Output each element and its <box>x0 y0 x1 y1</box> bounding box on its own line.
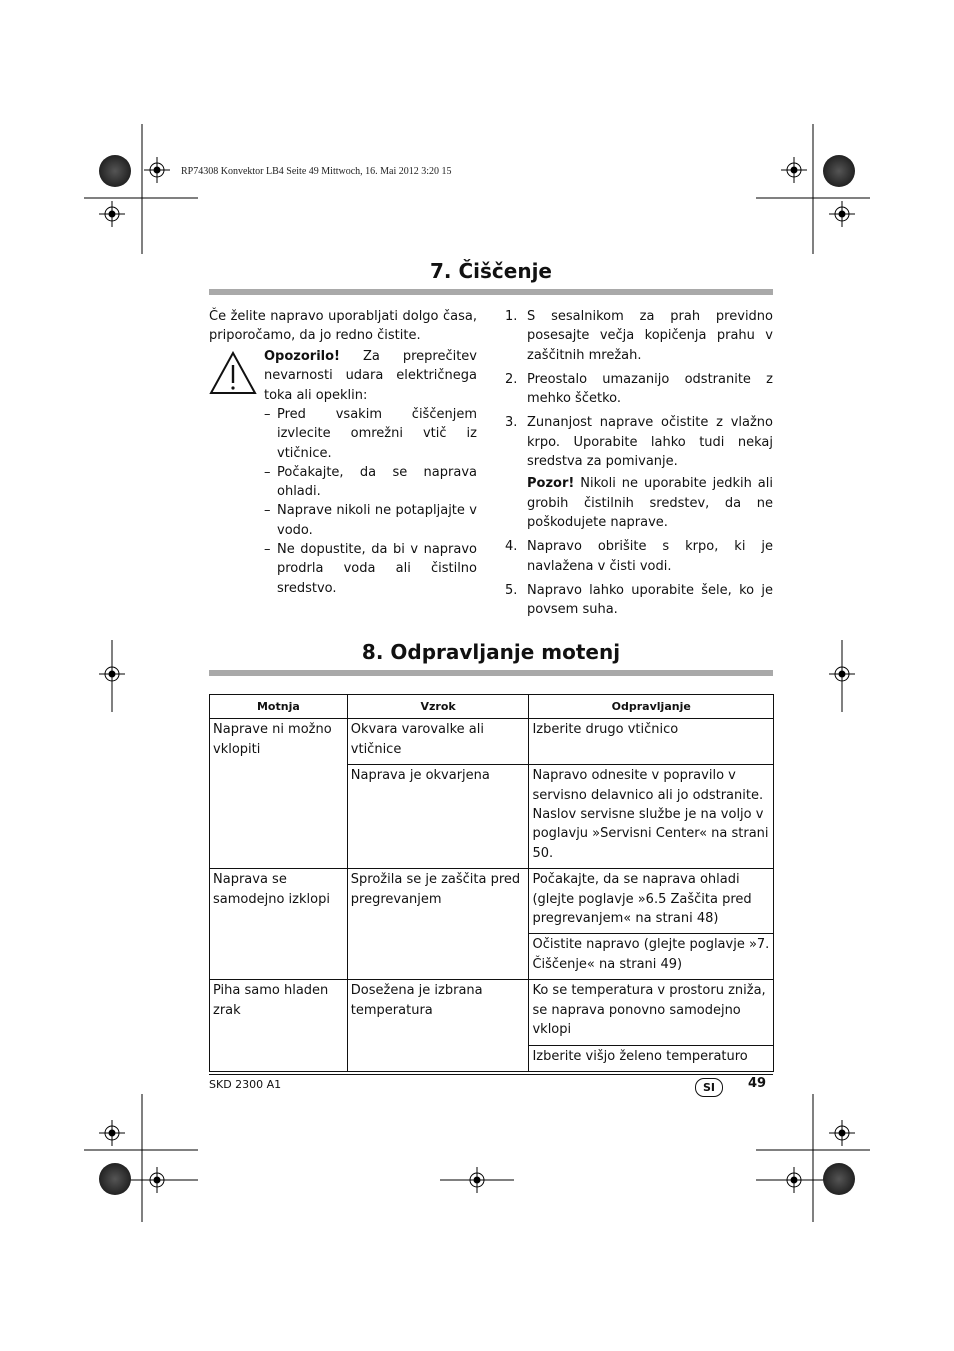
step-4: 4. Napravo obrišite s krpo, ki je navlažena v čisti vodi. <box>505 539 773 574</box>
warning-list <box>264 405 477 598</box>
cleaning-steps <box>505 307 773 624</box>
caution-note: Pozor! Nikoli ne uporabite jedkih ali grobih čistilnih sredstev, da ne poškodujete naprave. <box>527 476 773 530</box>
step-2: 2. Preostalo umazanijo odstranite z mehko ščetko. <box>505 371 773 407</box>
footer-rule <box>209 1074 773 1075</box>
table-row <box>210 719 774 765</box>
language-badge: SI <box>695 1078 723 1097</box>
section-7-rule <box>209 289 773 295</box>
list-item: – Ne dopustite, da bi v napravo prodrla voda ali čistilno sredstvo. <box>264 542 477 596</box>
step-1: 1. S sesalnikom za prah previdno posesajte večja kopičenja prahu v zaščitnih mrežah. <box>505 309 773 363</box>
table-row <box>210 980 774 1045</box>
cleaning-intro: Če želite napravo uporabljati dolgo časa, priporočamo, da jo redno čistite. <box>209 309 477 344</box>
troubleshooting-table <box>209 694 774 1072</box>
remedy-cell: Počakajte, da se naprava ohladi (glejte poglavje »6.5 Zaščita pred pregrevanjem« na strani 48) <box>529 869 774 934</box>
cause-cell: Dosežena je izbrana temperatura <box>347 980 529 1072</box>
table-row <box>210 869 774 934</box>
remedy-cell: Izberite drugo vtičnico <box>529 719 774 765</box>
warning-triangle-icon <box>209 351 257 395</box>
page-number: 49 <box>748 1076 767 1091</box>
warning-label: Opozorilo! <box>264 349 340 364</box>
list-item: – Pred vsakim čiščenjem izvlecite omrežni vtič iz vtičnice. <box>264 407 477 461</box>
list-item: – Počakajte, da se naprava ohladi. <box>264 464 477 500</box>
table-header-row <box>210 695 774 719</box>
cause-cell: Naprava je okvarjena <box>347 765 529 869</box>
cause-cell: Okvara varovalke ali vtičnice <box>347 719 529 765</box>
header-cause: Vzrok <box>347 695 529 719</box>
warning-text <box>264 347 477 405</box>
list-item: – Naprave nikoli ne potapljajte v vodo. <box>264 503 477 538</box>
header-remedy: Odpravljanje <box>529 695 774 719</box>
section-7-title: 7. Čiščenje <box>430 259 552 283</box>
remedy-cell: Očistite napravo (glejte poglavje »7. Čiščenje« na strani 49) <box>529 934 774 980</box>
section-8-rule <box>209 670 773 676</box>
fault-cell: Naprava se samodejno izklopi <box>210 869 348 980</box>
step-3: 3. Zunanjost naprave očistite z vlažno krpo. Uporabite lahko tudi nekaj sredstva za pomivanje. <box>505 415 773 470</box>
warning-intro: Za preprečitev nevarnosti udara električnega toka ali opeklin: <box>264 349 477 403</box>
cause-cell: Sprožila se je zaščita pred pregrevanjem <box>347 869 529 980</box>
header-fault: Motnja <box>210 695 348 719</box>
step-5: 5. Napravo lahko uporabite šele, ko je povsem suha. <box>505 582 773 618</box>
print-slug: RP74308 Konvektor LB4 Seite 49 Mittwoch, 16. Mai 2012 3:20 15 <box>181 166 452 177</box>
remedy-cell: Izberite višjo želeno temperaturo <box>529 1045 774 1071</box>
footer-model: SKD 2300 A1 <box>209 1078 282 1091</box>
section-8-title: 8. Odpravljanje motenj <box>361 640 621 664</box>
fault-cell: Naprave ni možno vklopiti <box>210 719 348 869</box>
remedy-cell: Napravo odnesite v popravilo v servisno delavnico ali jo odstranite. Naslov servisne službe je na voljo v poglavju »Servisni Center« na strani 50. <box>529 765 774 869</box>
fault-cell: Piha samo hladen zrak <box>210 980 348 1072</box>
remedy-cell: Ko se temperatura v prostoru zniža, se naprava ponovno samodejno vklopi <box>529 980 774 1045</box>
